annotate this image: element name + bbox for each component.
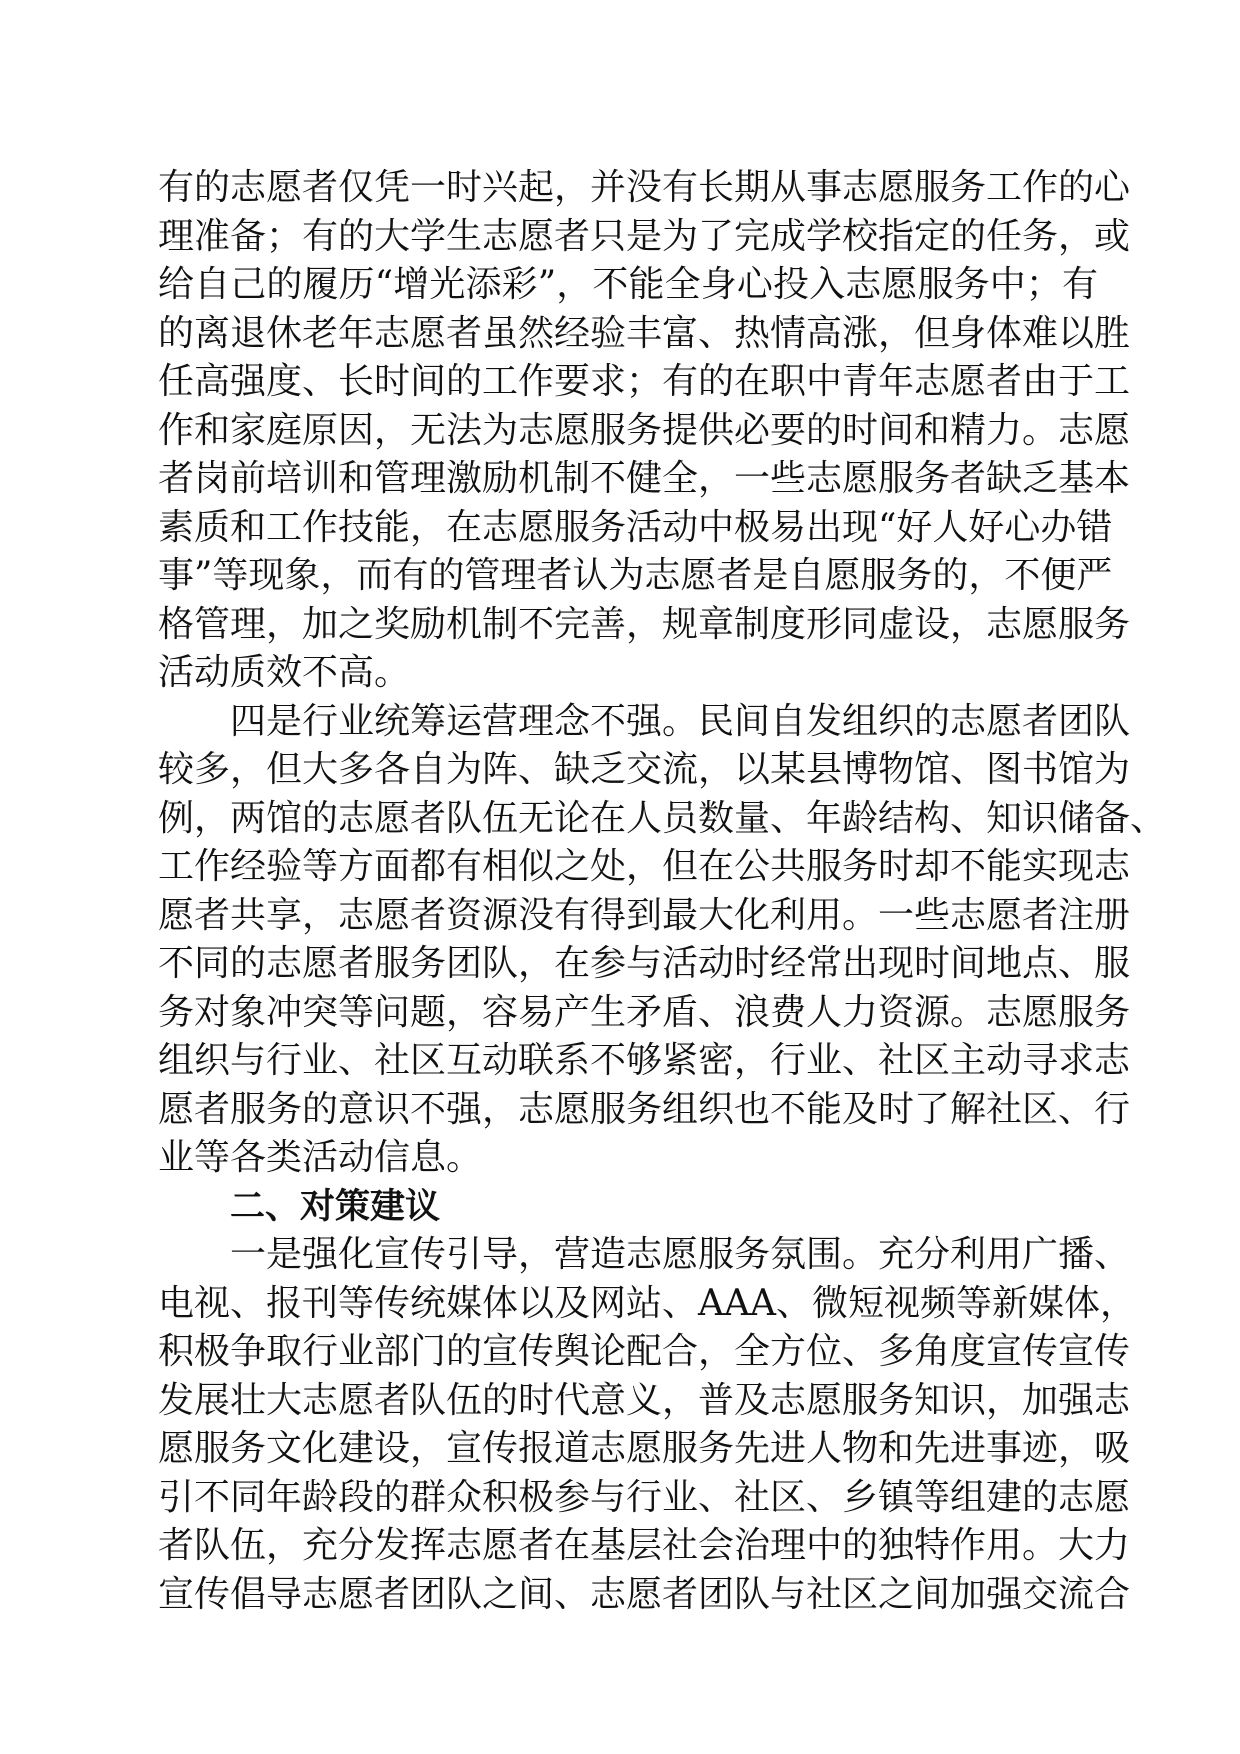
text-line: 理准备；有的大学生志愿者只是为了完成学校指定的任务，或 (158, 215, 1131, 257)
text-line: 工作经验等方面都有相似之处，但在公共服务时却不能实现志 (158, 846, 1131, 887)
text-line: 积极争取行业部门的宣传舆论配合，全方位、多角度宣传宣传 (158, 1331, 1131, 1372)
text-line: 业等各类活动信息。 (158, 1137, 483, 1178)
text-line: 组织与行业、社区互动联系不够紧密，行业、社区主动寻求志 (158, 1040, 1131, 1081)
text-line: 者岗前培训和管理激励机制不健全，一些志愿服务者缺乏基本 (158, 458, 1131, 499)
document-body (158, 164, 1167, 1619)
text-line: 宣传倡导志愿者团队之间、志愿者团队与社区之间加强交流合 (158, 1573, 1131, 1615)
text-line: 的离退休老年志愿者虽然经验丰富、热情高涨，但身体难以胜 (158, 312, 1131, 354)
text-line: 者队伍，充分发挥志愿者在基层社会治理中的独特作用。大力 (158, 1525, 1131, 1566)
text-line: 引不同年龄段的群众积极参与行业、社区、乡镇等组建的志愿 (158, 1476, 1131, 1518)
text-line: 作和家庭原因，无法为志愿服务提供必要的时间和精力。志愿 (158, 409, 1131, 451)
text-line: 电视、报刊等传统媒体以及网站、AAA、微短视频等新媒体， (158, 1282, 1136, 1324)
text-line: 愿者共享，志愿者资源没有得到最大化利用。一些志愿者注册 (158, 894, 1131, 936)
text-line: 任高强度、长时间的工作要求；有的在职中青年志愿者由于工 (158, 361, 1131, 402)
text-line: 发展壮大志愿者队伍的时代意义，普及志愿服务知识，加强志 (158, 1379, 1131, 1421)
section-heading: 二、对策建议 (230, 1186, 441, 1227)
text-line: 事”等现象，而有的管理者认为志愿者是自愿服务的，不便严 (158, 555, 1113, 596)
text-line: 务对象冲突等问题，容易产生矛盾、浪费人力资源。志愿服务 (158, 991, 1131, 1033)
text-line: 愿服务文化建设，宣传报道志愿服务先进人物和先进事迹，吸 (158, 1428, 1131, 1469)
text-line: 例，两馆的志愿者队伍无论在人员数量、年龄结构、知识储备、 (158, 797, 1167, 839)
text-line: 格管理，加之奖励机制不完善，规章制度形同虚设，志愿服务 (158, 603, 1131, 645)
text-line: 愿者服务的意识不强，志愿服务组织也不能及时了解社区、行 (158, 1088, 1131, 1130)
text-line: 活动质效不高。 (158, 652, 411, 693)
text-line: 较多，但大多各自为阵、缺乏交流，以某县博物馆、图书馆为 (158, 749, 1131, 790)
text-line: 给自己的履历“增光添彩”，不能全身心投入志愿服务中；有 (158, 264, 1098, 305)
text-line: 一是强化宣传引导，营造志愿服务氛围。充分利用广播、 (230, 1234, 1131, 1275)
text-line: 四是行业统筹运营理念不强。民间自发组织的志愿者团队 (230, 700, 1131, 742)
text-line: 有的志愿者仅凭一时兴起，并没有长期从事志愿服务工作的心 (158, 167, 1131, 208)
text-line: 不同的志愿者服务团队，在参与活动时经常出现时间地点、服 (158, 943, 1131, 984)
text-line: 素质和工作技能，在志愿服务活动中极易出现“好人好心办错 (158, 506, 1113, 548)
